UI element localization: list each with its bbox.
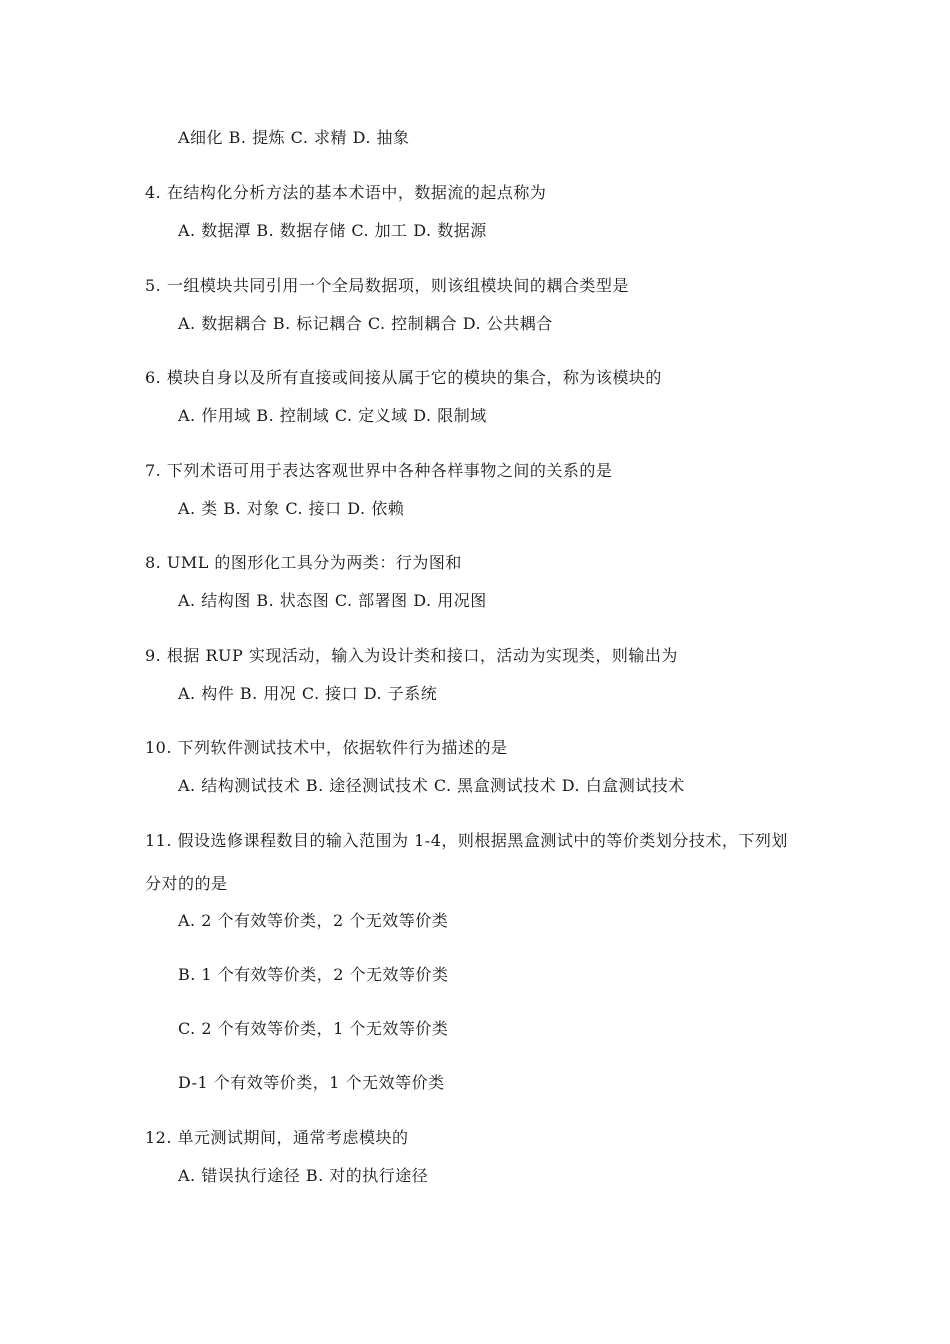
question-9: 9. 根据 RUP 实现活动，输入为设计类和接口，活动为实现类，则输出为 bbox=[145, 646, 678, 665]
q11-option-c: C. 2 个有效等价类，1 个无效等价类 bbox=[178, 1019, 449, 1038]
q6-options: A. 作用域 B. 控制域 C. 定义域 D. 限制域 bbox=[178, 406, 487, 425]
q11-option-a: A. 2 个有效等价类，2 个无效等价类 bbox=[178, 911, 449, 930]
question-12: 12. 单元测试期间，通常考虑模块的 bbox=[145, 1128, 409, 1147]
q11-option-b: B. 1 个有效等价类，2 个无效等价类 bbox=[178, 965, 449, 984]
q7-options: A. 类 B. 对象 C. 接口 D. 依赖 bbox=[178, 499, 405, 518]
question-7: 7. 下列术语可用于表达客观世界中各种各样事物之间的关系的是 bbox=[145, 461, 613, 480]
q3-options: A细化 B. 提炼 C. 求精 D. 抽象 bbox=[178, 128, 410, 147]
q8-options: A. 结构图 B. 状态图 C. 部署图 D. 用况图 bbox=[178, 591, 487, 610]
question-4: 4. 在结构化分析方法的基本术语中，数据流的起点称为 bbox=[145, 183, 547, 202]
question-11-cont: 分对的的是 bbox=[145, 874, 228, 893]
q10-options: A. 结构测试技术 B. 途径测试技术 C. 黑盒测试技术 D. 白盒测试技术 bbox=[178, 776, 685, 795]
question-8: 8. UML 的图形化工具分为两类：行为图和 bbox=[145, 553, 462, 572]
question-11: 11. 假设选修课程数目的输入范围为 1-4，则根据黑盒测试中的等价类划分技术，下列划 bbox=[145, 831, 788, 850]
question-5: 5. 一组模块共同引用一个全局数据项，则该组模块间的耦合类型是 bbox=[145, 276, 629, 295]
q5-options: A. 数据耦合 B. 标记耦合 C. 控制耦合 D. 公共耦合 bbox=[178, 314, 553, 333]
q12-options: A. 错误执行途径 B. 对的执行途径 bbox=[178, 1166, 429, 1185]
q11-option-d: D-1 个有效等价类，1 个无效等价类 bbox=[178, 1073, 445, 1092]
q4-options: A. 数据潭 B. 数据存储 C. 加工 D. 数据源 bbox=[178, 221, 487, 240]
question-6: 6. 模块自身以及所有直接或间接从属于它的模块的集合，称为该模块的 bbox=[145, 368, 662, 387]
q9-options: A. 构件 B. 用况 C. 接口 D. 子系统 bbox=[178, 684, 438, 703]
question-10: 10. 下列软件测试技术中，依据软件行为描述的是 bbox=[145, 738, 508, 757]
